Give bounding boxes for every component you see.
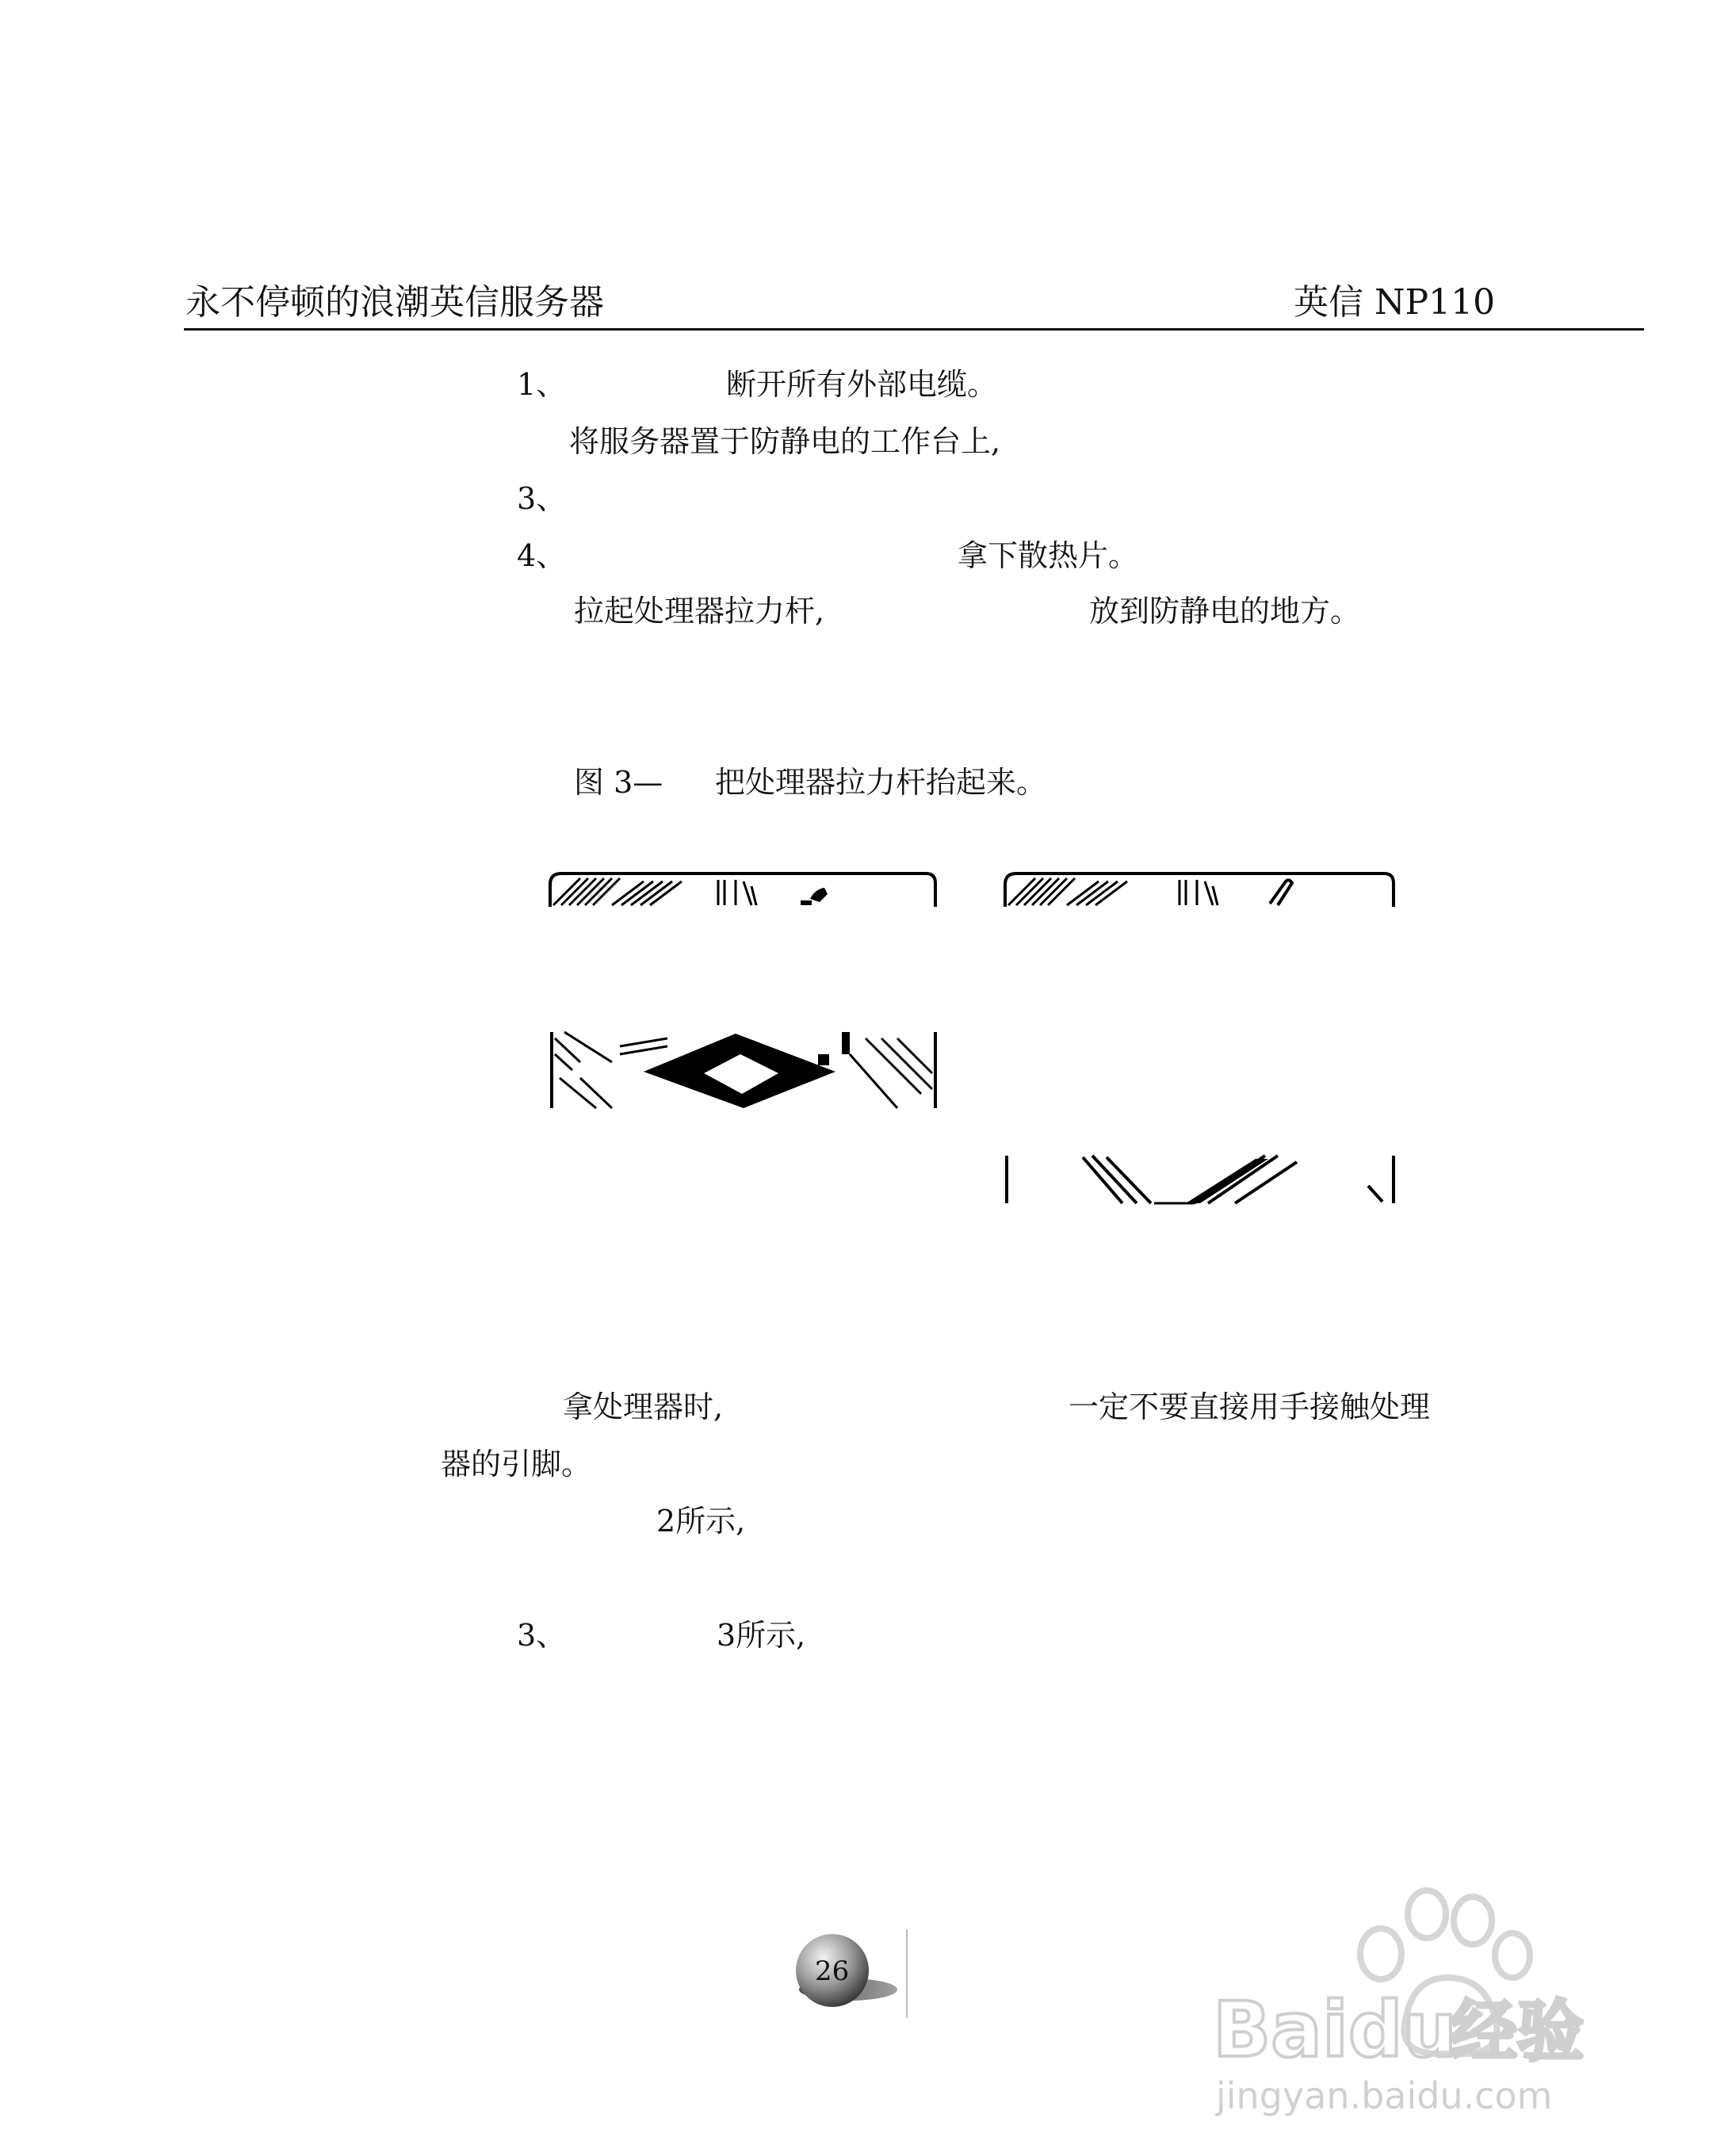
note-line1-b: 一定不要直接用手接触处理 [1069, 1390, 1431, 1424]
header-rule [184, 328, 1644, 331]
note-line2: 器的引脚。 [441, 1447, 592, 1481]
step-1-number: 1、 [517, 367, 567, 402]
note-line1-a: 拿处理器时, [563, 1390, 724, 1424]
note-line4-number: 3、 [517, 1618, 567, 1653]
figure-right-top-fragment [1004, 870, 1397, 907]
page-number: 26 [815, 1955, 850, 1987]
figure-right-bottom-fragment [1004, 1154, 1397, 1205]
step-4-number: 4、 [517, 538, 567, 573]
figure-caption: 把处理器拉力杆抬起来。 [715, 765, 1047, 800]
page-number-badge [785, 1926, 912, 2021]
watermark-brand-cn: 经验 [1451, 1993, 1585, 2070]
note-line4-text: 3所示, [717, 1618, 806, 1653]
step-5-text-b: 放到防静电的地方。 [1089, 594, 1361, 629]
step-5-text-a: 拉起处理器拉力杆, [574, 594, 825, 629]
step-4-text: 拿下散热片。 [958, 538, 1139, 573]
step-3-number: 3、 [517, 481, 567, 516]
step-2-text: 将服务器置于防静电的工作台上, [569, 424, 1001, 459]
header-left-title: 永不停顿的浪潮英信服务器 [185, 282, 604, 323]
figure-label: 图 3— [574, 765, 663, 800]
watermark-url: jingyan.baidu.com [1216, 2074, 1553, 2117]
figure-left-socket-fragment [549, 1030, 939, 1110]
step-1-text: 断开所有外部电缆。 [726, 367, 998, 402]
figure-left-top-fragment [549, 870, 939, 907]
note-line3: 2所示, [656, 1504, 746, 1539]
baidu-watermark [1197, 1859, 1593, 2117]
watermark-brand: Baidu [1213, 1986, 1457, 2074]
header-right-title: 英信 NP110 [1294, 282, 1496, 323]
